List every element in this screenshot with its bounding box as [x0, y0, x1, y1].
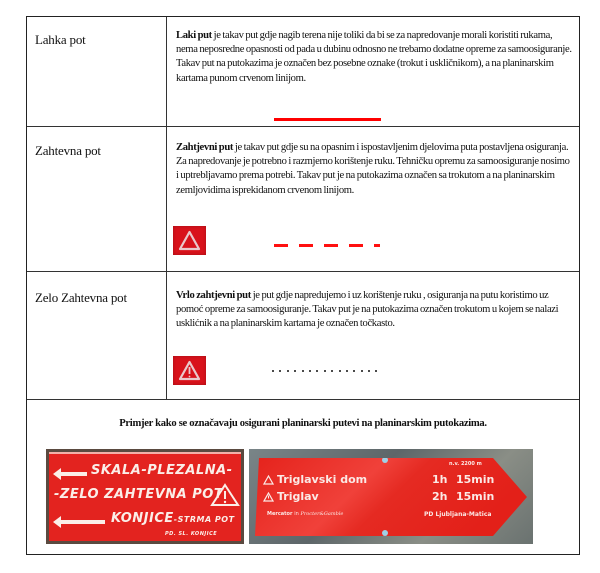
- sign-destination-1: Triglavski dom: [277, 473, 368, 486]
- signpost-photo-triglav: [249, 449, 533, 544]
- dash: [349, 244, 363, 247]
- dot: [294, 370, 296, 372]
- sign-time-minutes-2: 15min: [456, 490, 495, 503]
- dash: [374, 244, 380, 247]
- sign-line-3: KONJICE-STRMA POT: [111, 511, 235, 526]
- dot: [324, 370, 326, 372]
- sign-sponsor: Mercator in Procter&Gamble: [267, 511, 344, 517]
- row-divider: [27, 399, 579, 400]
- dot: [353, 370, 355, 372]
- sign-plate: [49, 452, 241, 541]
- dash: [324, 244, 338, 247]
- sign-time-hours-2: 2h: [432, 490, 448, 503]
- description-title: Vrlo zahtjevni put: [176, 290, 251, 301]
- dotted-line-marker: [272, 370, 383, 372]
- warning-triangle-icon: [263, 492, 274, 502]
- sign-line-1: SKALA-PLEZALNA-: [91, 463, 233, 478]
- dot: [302, 370, 304, 372]
- warning-triangle-icon: [210, 483, 240, 507]
- description-title: Laki put: [176, 30, 212, 41]
- sign-line-2: -ZELO ZAHTEVNA POT: [54, 487, 224, 502]
- column-divider: [166, 17, 167, 399]
- dash: [299, 244, 313, 247]
- description-text: je takav put gdje nagib terena nije toliki da bi se za napredovanje morali koristiti rukama, nema neposredne opasnosti od pada u dubinu odnosno ne trebamo dodatne opreme za samoosiguranje. Takav put na putokazima je označen bez posebne oznake (trokut i uskličnikom), a na planinarskim kartama punom crvenom linijom.: [176, 30, 572, 84]
- dot: [287, 370, 289, 372]
- row-label-easy: Lahka pot: [35, 32, 86, 47]
- sign-footer: PD. SL. KONJICE: [165, 531, 218, 537]
- row-divider: [27, 271, 579, 272]
- row-divider: [27, 126, 579, 127]
- dot: [361, 370, 363, 372]
- dot: [316, 370, 318, 372]
- dot: [339, 370, 341, 372]
- triangle-icon: [173, 226, 206, 255]
- dot: [331, 370, 333, 372]
- dot: [279, 370, 281, 372]
- description-title: Zahtjevni put: [176, 142, 234, 153]
- sign-destination-2: Triglav: [277, 490, 319, 503]
- row-label-demanding: Zahtevna pot: [35, 143, 101, 158]
- signpost-photo-konjice: [46, 449, 244, 544]
- sign-time-minutes-1: 15min: [456, 473, 495, 486]
- sign-altitude: n.v. 2200 m: [449, 461, 482, 467]
- dot: [375, 370, 377, 372]
- row-description-very-demanding: [176, 289, 572, 332]
- sign-club: PD Ljubljana-Matica: [424, 511, 492, 518]
- row-description-demanding: [176, 141, 572, 198]
- description-text: je takav put gdje su na opasnim i ispostavljenim djelovima puta postavljena osiguranja. Za napredovanje je potrebno i razmjerno korištenje ruku. Tehničku opremu za samoosiguranje nosimo i uptrebljavamo prema potrebi. Takav put je na putokazima označen sa trokutom a na planinarskim zemljovidima isprekidanom crvenom linijom.: [176, 142, 570, 196]
- signpost-caption: Primjer kako se označavaju osigurani planinarski putevi na planinarskim putokazima.: [119, 418, 487, 429]
- description-text: je put gdje napredujemo i uz korištenje ruku , osiguranja na putu koristimo uz pomoć opreme za samoosiguranje. Takav put je na putokazima označen trokutom u kojem se nalazi usklićnik a na planinarskim kartama je označen točkasto.: [176, 290, 559, 330]
- triangle-icon: [263, 475, 274, 485]
- left-arrow-icon: [59, 520, 105, 524]
- row-description-easy: [176, 29, 572, 86]
- row-label-very-demanding: Zelo Zahtevna pot: [35, 290, 127, 305]
- dot: [368, 370, 370, 372]
- left-arrow-icon: [59, 472, 87, 476]
- dot: [309, 370, 311, 372]
- dot: [346, 370, 348, 372]
- dashed-red-line-marker: [274, 244, 380, 247]
- solid-red-line-marker: [274, 118, 381, 121]
- dot: [272, 370, 274, 372]
- warning-triangle-icon: [173, 356, 206, 385]
- dash: [274, 244, 288, 247]
- sign-time-hours-1: 1h: [432, 473, 448, 486]
- trail-difficulty-table: [26, 16, 580, 555]
